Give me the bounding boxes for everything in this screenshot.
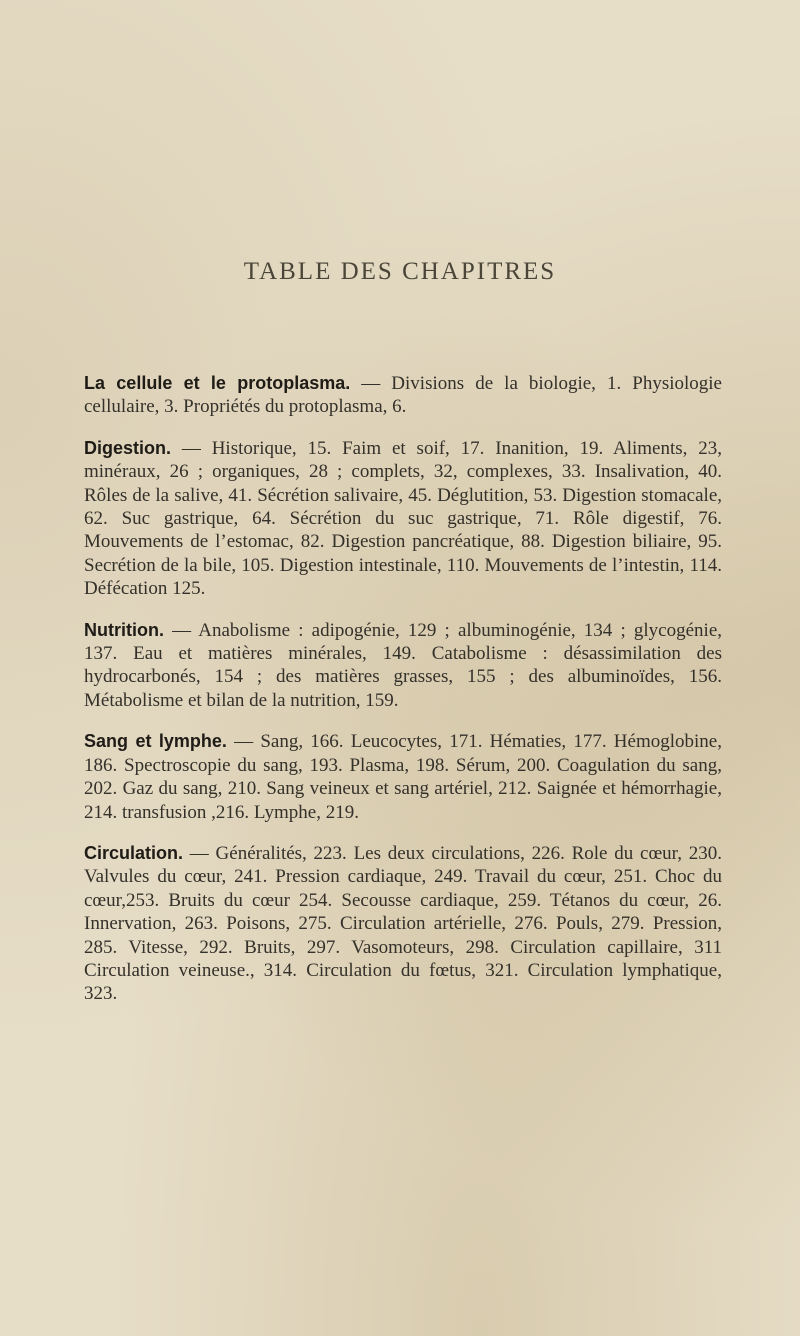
toc-entry-circulation — [84, 842, 722, 1006]
entry-heading: Sang et lymphe. — [84, 731, 227, 752]
entry-heading: Digestion. — [84, 437, 172, 458]
toc-entry-digestion — [84, 437, 722, 601]
toc-entry-cellule — [84, 372, 722, 419]
entry-text: — Sang, 166. Leucocytes, 171. Hématies, 177. Hémoglobine, 186. Spectroscopie du sang, 193. Plasma, 198. Sérum, 200. Coagulation du sang, 202. Gaz du sang, 210. Sang veineux et sang artériel, 212. Saignée et hémorrhagie, 214. transfusion ,216. Lymphe, 219. — [84, 731, 722, 823]
entry-heading: Circulation. — [84, 842, 184, 863]
toc-entry-sang-lymphe — [84, 730, 722, 824]
entry-heading: La cellule et le protoplasma. — [84, 373, 351, 393]
toc-entry-nutrition — [84, 619, 722, 713]
entry-text: — Généralités, 223. Les deux circulations, 226. Role du cœur, 230. Valvules du cœur, 241. Pression cardiaque, 249. Travail du cœur, 251. Choc du cœur,253. Bruits du cœur 254. Secousse cardiaque, 259. Tétanos du cœur, 26. Innervation, 263. Poisons, 275. Circulation artérielle, 276. Pouls, 279. Pression, 285. Vitesse, 292. Bruits, 297. Vasomoteurs, 298. Circulation capillaire, 311 Circulation veineuse., 314. Circulation du fœtus, 321. Circulation lymphatique, 323. — [84, 842, 722, 1005]
entry-heading: Nutrition. — [84, 619, 164, 640]
table-of-contents — [84, 372, 722, 1024]
entry-text: — Anabolisme : adipogénie, 129 ; albuminogénie, 134 ; glycogénie, 137. Eau et matières minérales, 149. Catabolisme : désassimilation des hydrocarbonés, 154 ; des matières grasses, 155 ; des albuminoïdes, 156. Métabolisme et bilan de la nutrition, 159. — [84, 619, 722, 711]
entry-text: — Divisions de la biologie, 1. Physiologie cellulaire, 3. Propriétés du protoplasma, 6. — [84, 373, 722, 418]
page-title: TABLE DES CHAPITRES — [243, 258, 557, 285]
entry-text: — Historique, 15. Faim et soif, 17. Inanition, 19. Aliments, 23, minéraux, 26 ; organiques, 28 ; complets, 32, complexes, 33. Insalivation, 40. Rôles de la salive, 41. Sécrétion salivaire, 45. Déglutition, 53. Digestion stomacale, 62. Suc gastrique, 64. Sécrétion du suc gastrique, 71. Rôle digestif, 76. Mouvements de l’estomac, 82. Digestion pancréatique, 88. Digestion biliaire, 95. Secrétion de la bile, 105. Digestion intestinale, 110. Mouvements de l’intestin, 114. Défécation 125. — [84, 437, 722, 600]
